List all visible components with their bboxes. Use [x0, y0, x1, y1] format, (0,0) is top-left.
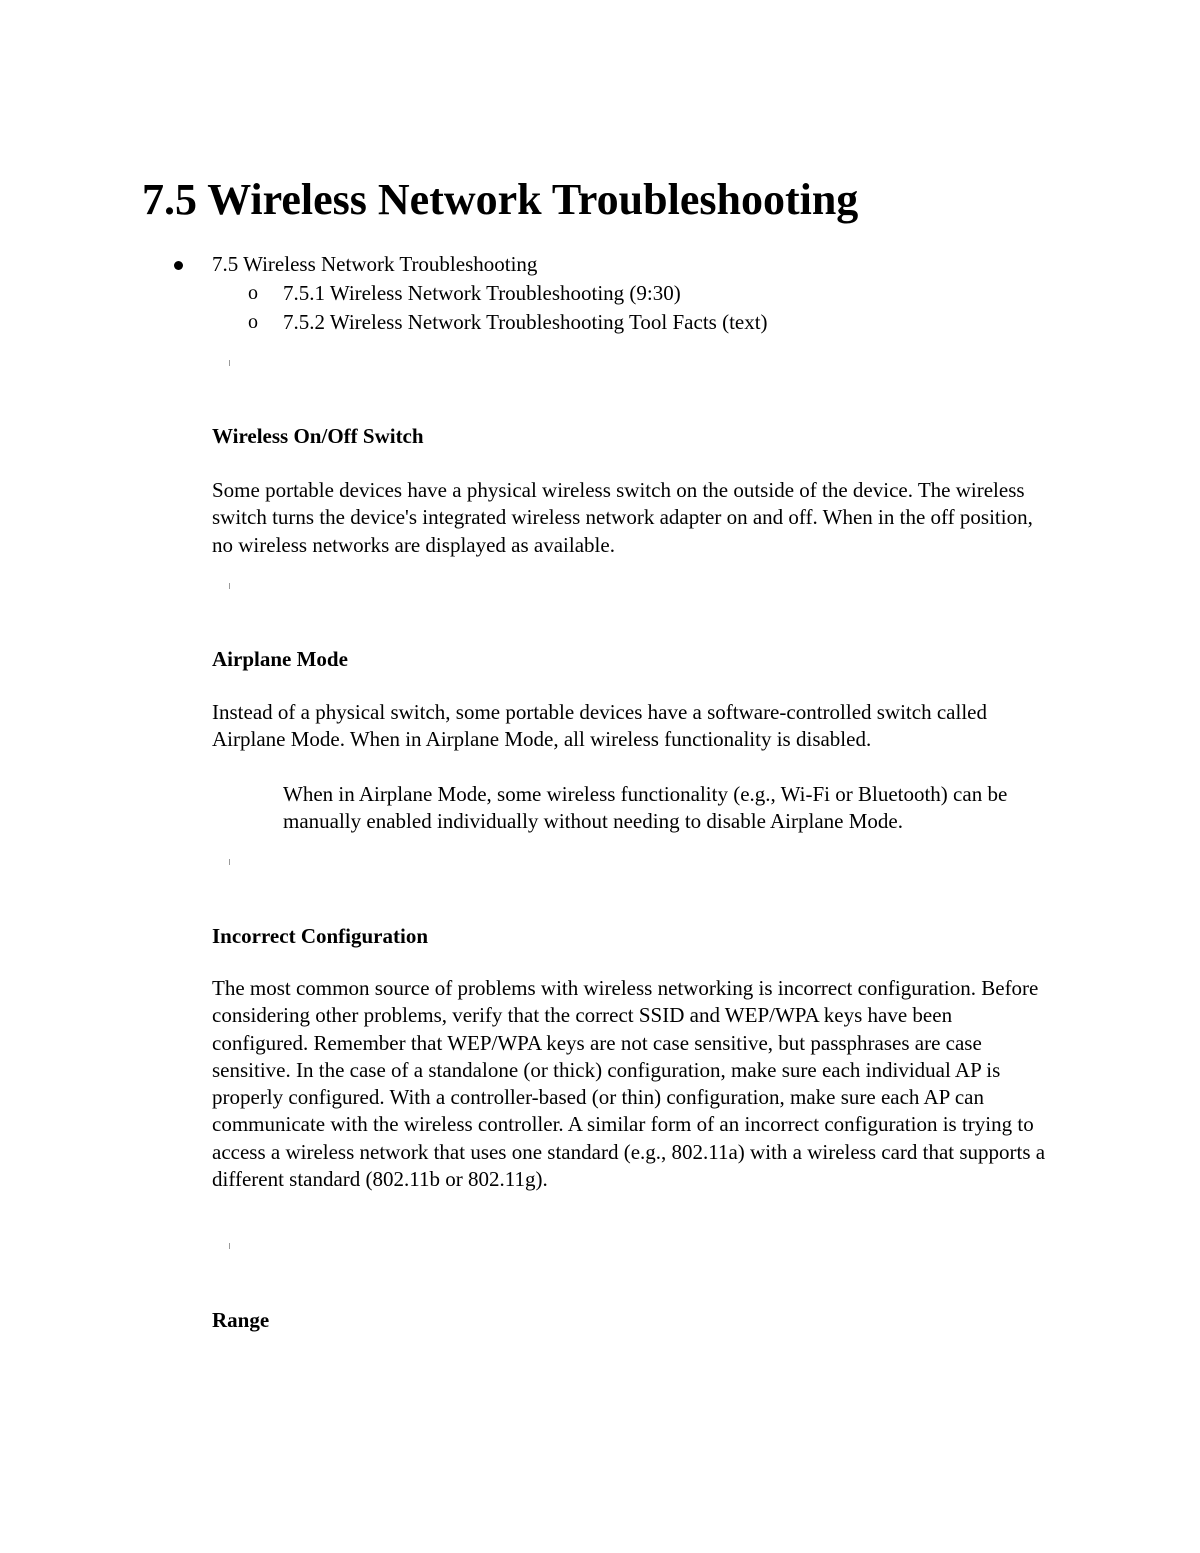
paragraph-marker [229, 1243, 230, 1249]
section-paragraph: Instead of a physical switch, some portable devices have a software-controlled switch called Airplane Mode. When in Airplane Mode, all wireless functionality is disabled. [212, 700, 987, 752]
paragraph-marker [229, 583, 230, 589]
sub-bullet-icon: o [248, 282, 258, 304]
section-heading: Airplane Mode [212, 647, 348, 671]
section-paragraph: The most common source of problems with wireless networking is incorrect configuration. Before considering other problems, verify that the correct SSID and WEP/WPA keys have been configured. Remember that WEP/WPA keys are not case sensitive, but passphrases are case sensitive. In the case of a standalone (or thick) configuration, make sure each individual AP is properly configured. With a controller-based (or thin) configuration, make sure each AP can communicate with the wireless controller. A similar form of an incorrect configuration is trying to access a wireless network that uses one standard (e.g., 802.11a) with a wireless card that supports a different standard (802.11b or 802.11g). [212, 976, 1046, 1192]
paragraph-marker [229, 360, 230, 366]
page-title: 7.5 Wireless Network Troubleshooting [142, 175, 859, 224]
section-heading: Range [212, 1308, 270, 1332]
toc-subitem-label[interactable]: 7.5.1 Wireless Network Troubleshooting (9:30) [283, 281, 681, 305]
sub-bullet-icon: o [248, 311, 258, 333]
toc-subitem [0, 308, 1200, 337]
section-paragraph: Some portable devices have a physical wireless switch on the outside of the device. The wireless switch turns the device's integrated wireless network adapter on and off. When in the off position, no wireless networks are displayed as available. [212, 478, 1033, 557]
paragraph-marker [229, 859, 230, 865]
section-note: When in Airplane Mode, some wireless functionality (e.g., Wi-Fi or Bluetooth) can be manually enabled individually without needing to disable Airplane Mode. [283, 782, 1008, 834]
toc-item-label[interactable]: 7.5 Wireless Network Troubleshooting [212, 252, 538, 276]
toc-subitem [0, 279, 1200, 308]
bullet-icon [174, 261, 183, 270]
toc-subitem-label[interactable]: 7.5.2 Wireless Network Troubleshooting Tool Facts (text) [283, 310, 768, 334]
section-heading: Incorrect Configuration [212, 924, 428, 948]
toc-item [0, 250, 1200, 279]
table-of-contents [0, 250, 1200, 337]
section-heading: Wireless On/Off Switch [212, 424, 424, 448]
